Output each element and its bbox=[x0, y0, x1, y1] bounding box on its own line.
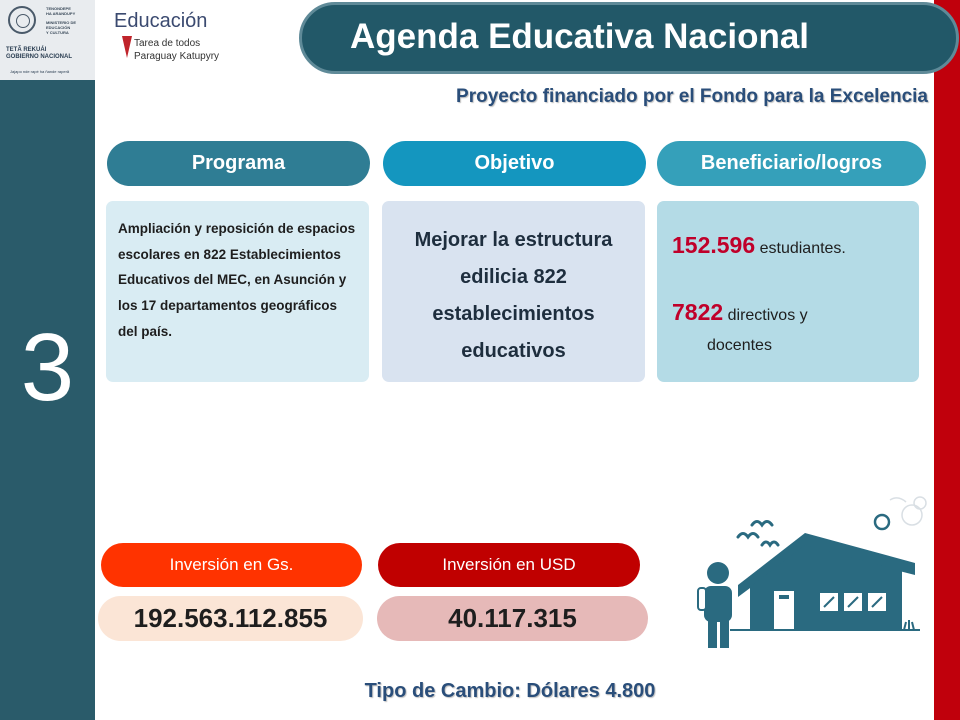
gov-line-5: Y CULTURA bbox=[46, 30, 69, 35]
inversion-usd-value: 40.117.315 bbox=[377, 596, 648, 641]
government-logo bbox=[0, 0, 95, 80]
students-label: estudiantes. bbox=[759, 240, 846, 257]
page-subtitle: Proyecto financiado por el Fondo para la Excelencia bbox=[456, 86, 928, 107]
inversion-gs-value: 192.563.112.855 bbox=[98, 596, 363, 641]
staff-row bbox=[672, 299, 808, 326]
left-sidebar bbox=[0, 0, 95, 720]
slide-number: 3 bbox=[20, 314, 75, 421]
programa-header: Programa bbox=[107, 141, 370, 186]
education-logo bbox=[100, 6, 240, 76]
house-illustration-svg bbox=[690, 495, 930, 665]
programa-description: Ampliación y reposición de espacios escolares en 822 Establecimientos Educativos del MEC, en Asunción y los 17 departamentos geográficos del país. bbox=[118, 221, 356, 339]
right-accent-bar bbox=[934, 0, 960, 720]
objetivo-header: Objetivo bbox=[383, 141, 646, 186]
national-seal-icon bbox=[8, 6, 36, 34]
staff-label-continued: docentes bbox=[707, 337, 772, 354]
check-mark-icon bbox=[122, 36, 132, 58]
beneficiario-card bbox=[657, 201, 919, 382]
page-title: Agenda Educativa Nacional bbox=[350, 17, 810, 56]
house-with-child-icon bbox=[690, 495, 930, 665]
inversion-usd-label: Inversión en USD bbox=[378, 543, 640, 587]
students-count: 152.596 bbox=[672, 232, 756, 258]
programa-card bbox=[106, 201, 369, 382]
gov-line-3: MINISTERIO DE bbox=[46, 20, 77, 25]
staff-label: directivos y bbox=[727, 307, 808, 324]
gov-line-2: HA ARANDUPY bbox=[46, 11, 76, 16]
education-logo-country: Paraguay Katupyry bbox=[134, 51, 220, 62]
gov-line-1: TENONDEPE bbox=[46, 6, 71, 11]
inversion-gs-label: Inversión en Gs. bbox=[101, 543, 362, 587]
gov-line-4: EDUCACIÓN bbox=[46, 25, 71, 30]
objetivo-card bbox=[382, 201, 645, 382]
education-logo-tagline: Tarea de todos bbox=[134, 38, 201, 49]
staff-count: 7822 bbox=[672, 299, 724, 325]
beneficiario-header: Beneficiario/logros bbox=[657, 141, 926, 186]
title-banner bbox=[299, 2, 959, 74]
objetivo-description: Mejorar la estructura edilicia 822 establecimientos educativos bbox=[414, 229, 613, 362]
exchange-rate-note: Tipo de Cambio: Dólares 4.800 bbox=[364, 680, 656, 702]
education-logo-word: Educación bbox=[114, 10, 208, 32]
gov-name: TETÃ REKUÁI GOBIERNO NACIONAL bbox=[6, 47, 72, 60]
gov-motto: Jajapo nde rapé ha ñande raperã bbox=[10, 69, 70, 74]
students-row bbox=[672, 232, 846, 259]
